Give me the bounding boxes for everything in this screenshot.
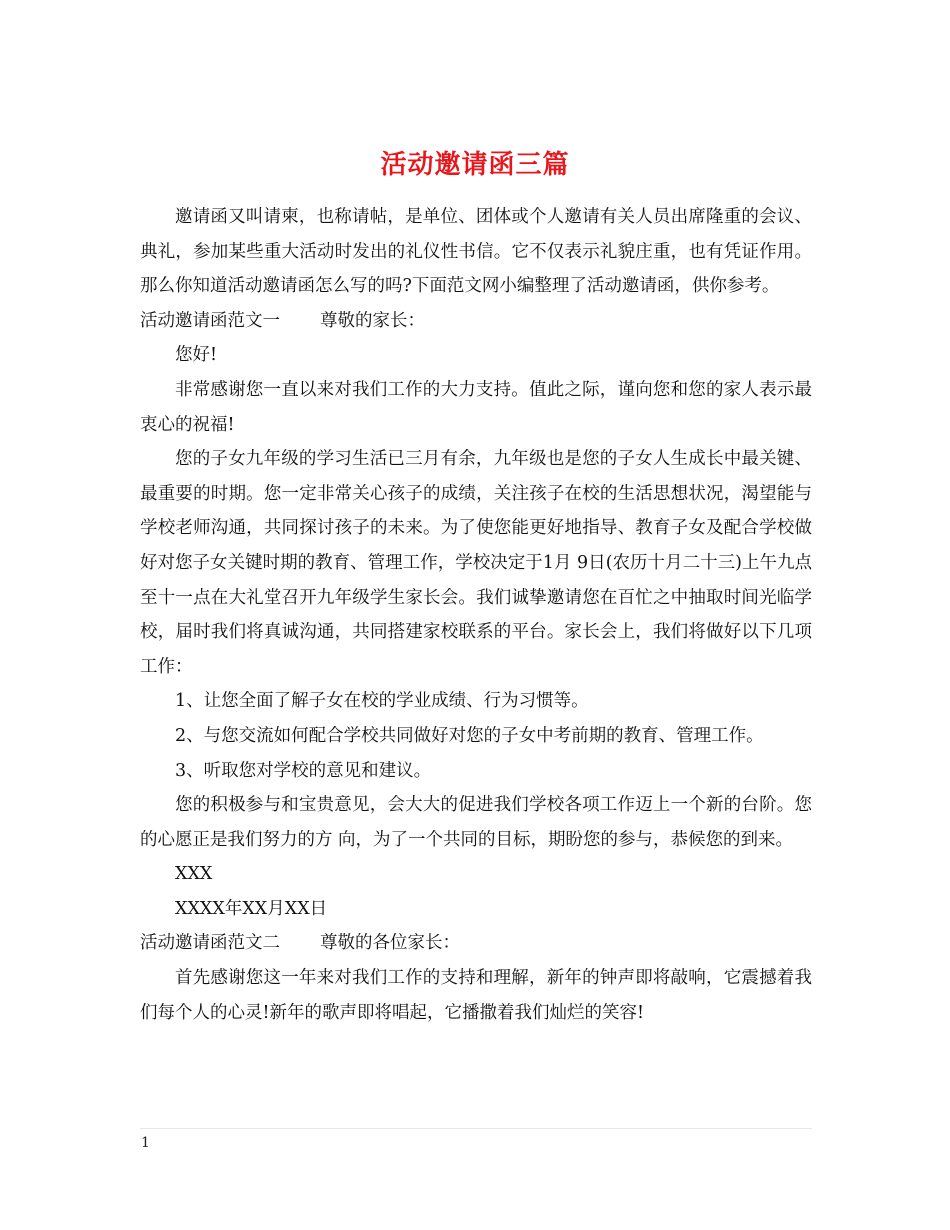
sample1-paragraph-3: 您的积极参与和宝贵意见，会大大的促进我们学校各项工作迈上一个新的台阶。您的心愿正是我们努力的方 向，为了一个共同的目标，期盼您的参与，恭候您的到来。 — [140, 795, 812, 850]
sample1-date: XXXX年XX月XX日 — [175, 898, 328, 919]
page-number: 1 — [141, 1135, 150, 1151]
sample1-salutation: 尊敬的家长： — [320, 310, 425, 331]
sample1-heading: 活动邀请函范文一 — [140, 310, 280, 331]
sample1-signature: XXX — [175, 864, 213, 885]
sample1-paragraph-2: 您的子女九年级的学习生活已三月有余，九年级也是您的子女人生成长中最关键、最重要的时期。您一定非常关心孩子的成绩，关注孩子在校的生活思想状况，渴望能与学校老师沟通，共同探讨孩子的未来。为了使您能更好地指导、教育子女及配合学校做好对您子女关键时期的教育、管理工作，学校决定于1月 9日(农历十月二十三)上午九点至十一点在大礼堂召开九年级学生家长会。我们诚挚邀请您在百忙之中抽取时间光临学校，届时我们将真诚沟通，共同搭建家校联系的平台。家长会上，我们将做好以下几项工作： — [140, 449, 812, 677]
sample2-salutation: 尊敬的各位家长： — [320, 933, 460, 954]
sample1-item-3: 3、听取您对学校的意见和建议。 — [175, 760, 432, 781]
sample2-heading-line — [140, 926, 812, 961]
sample1-item-1: 1、让您全面了解子女在校的学业成绩、行为习惯等。 — [175, 691, 589, 712]
document-body — [140, 200, 812, 1030]
sample2-heading: 活动邀请函范文二 — [140, 933, 280, 954]
sample1-greeting: 您好! — [175, 345, 218, 366]
sample2-paragraph-1: 首先感谢您这一年来对我们工作的支持和理解，新年的钟声即将敲响，它震撼着我们每个人的心灵!新年的歌声即将唱起，它播撒着我们灿烂的笑容! — [140, 968, 812, 1023]
sample1-heading-line — [140, 304, 812, 339]
sample1-paragraph-1: 非常感谢您一直以来对我们工作的大力支持。值此之际，谨向您和您的家人表示最衷心的祝福! — [140, 379, 812, 435]
intro-paragraph: 邀请函又叫请柬，也称请帖，是单位、团体或个人邀请有关人员出席隆重的会议、典礼，参加某些重大活动时发出的礼仪性书信。它不仅表示礼貌庄重，也有凭证作用。那么你知道活动邀请函怎么写的吗?下面范文网小编整理了活动邀请函，供你参考。 — [140, 207, 812, 297]
document-title: 活动邀请函三篇 — [380, 150, 570, 181]
sample1-item-2: 2、与您交流如何配合学校共同做好对您的子女中考前期的教育、管理工作。 — [175, 725, 764, 746]
footer-divider — [140, 1128, 812, 1129]
